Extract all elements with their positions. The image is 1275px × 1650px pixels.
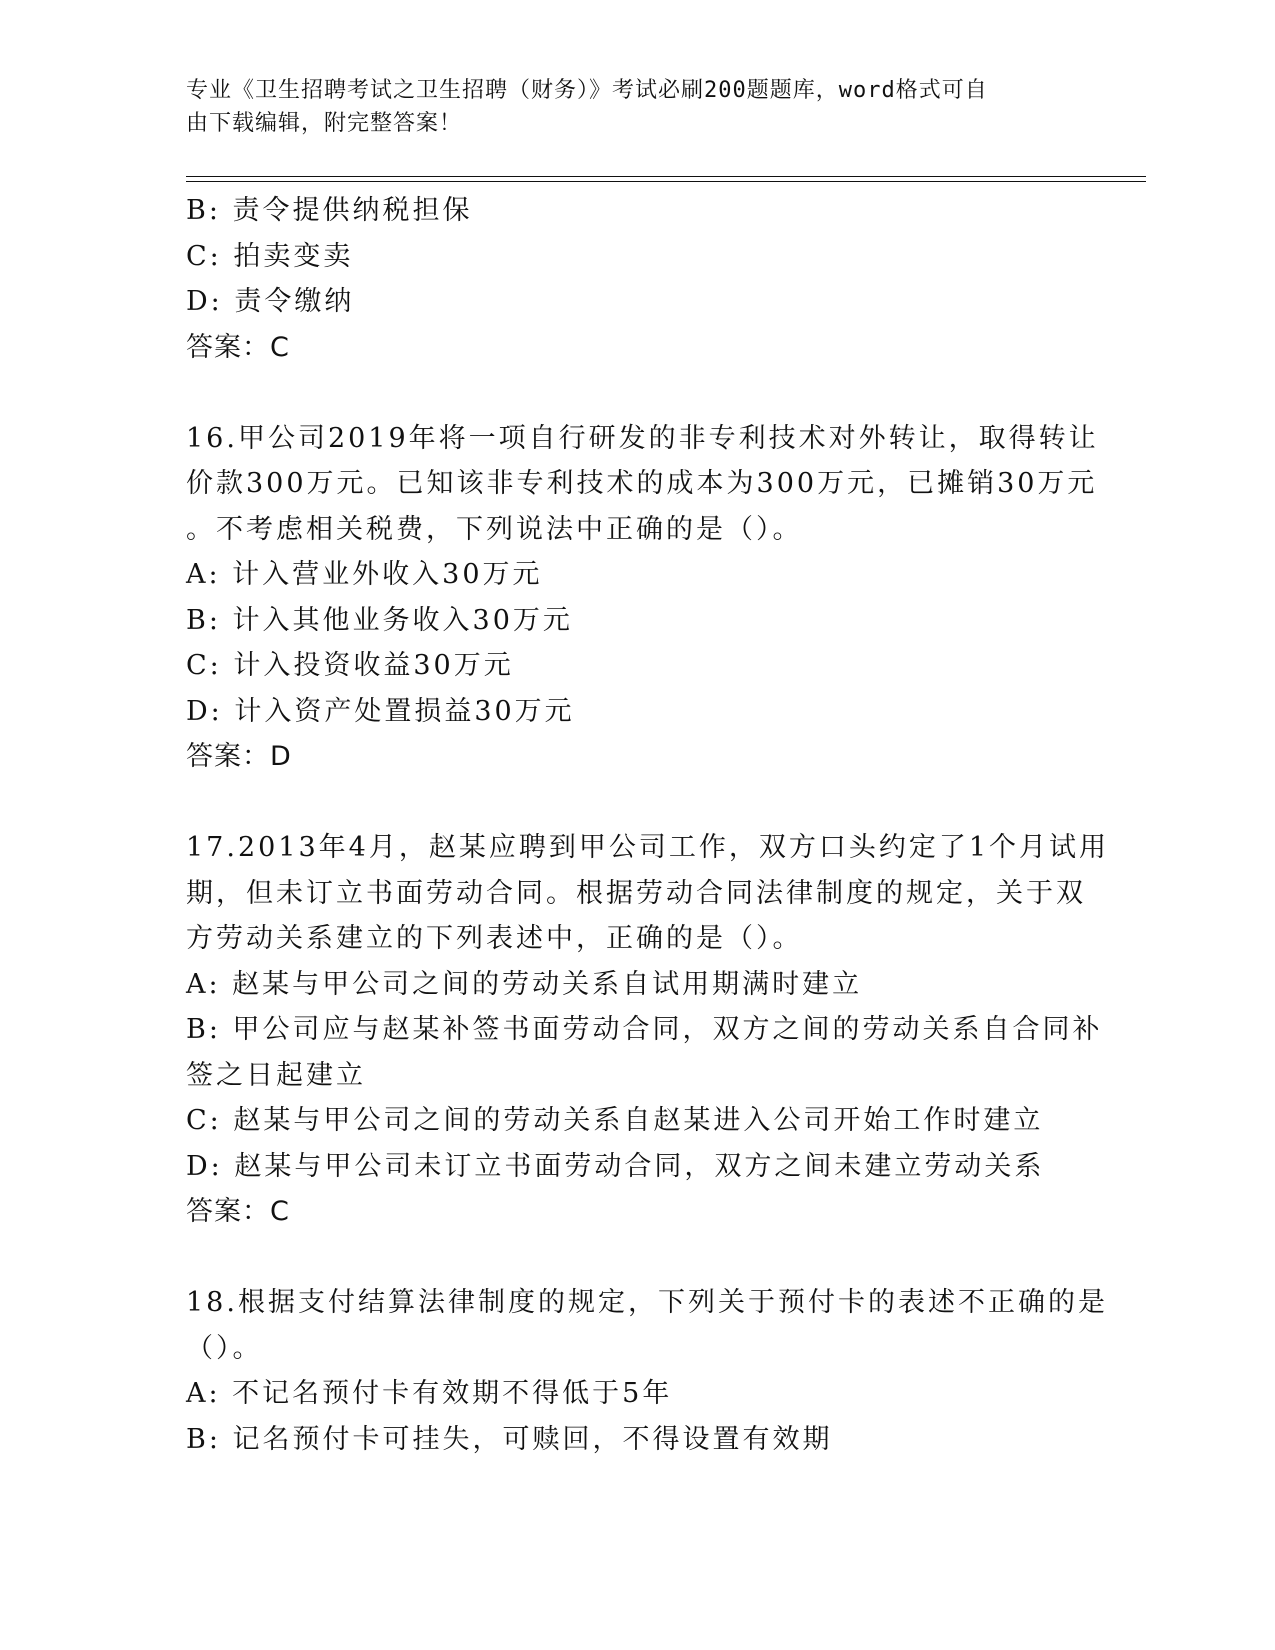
spacer bbox=[186, 370, 1086, 416]
question-stem-line: （）。 bbox=[186, 1332, 263, 1364]
option-a: A: 不记名预付卡有效期不得低于5年 bbox=[186, 1378, 673, 1409]
header-line-2: 由下载编辑，附完整答案！ bbox=[186, 111, 463, 136]
question-stem-line: 16.甲公司2019年将一项自行研发的非专利技术对外转让，取得转让 bbox=[186, 422, 1099, 454]
option-c: C: 赵某与甲公司之间的劳动关系自赵某进入公司开始工作时建立 bbox=[186, 1105, 1044, 1136]
spacer bbox=[186, 780, 1086, 826]
option-b: B: 责令提供纳税担保 bbox=[186, 195, 473, 226]
header-divider-bottom bbox=[186, 181, 1146, 182]
option-b: B: 计入其他业务收入30万元 bbox=[186, 604, 573, 636]
option-a: A: 赵某与甲公司之间的劳动关系自试用期满时建立 bbox=[186, 968, 863, 1000]
option-b: B: 记名预付卡可挂失，可赎回，不得设置有效期 bbox=[186, 1423, 833, 1455]
option-b-continued: 签之日起建立 bbox=[186, 1059, 366, 1091]
question-stem-line: 17.2013年4月，赵某应聘到甲公司工作，双方口头约定了1个月试用 bbox=[186, 832, 1110, 863]
option-d: D: 赵某与甲公司未订立书面劳动合同，双方之间未建立劳动关系 bbox=[186, 1150, 1045, 1182]
option-d: D: 责令缴纳 bbox=[186, 286, 355, 317]
option-c: C: 计入投资收益30万元 bbox=[186, 650, 514, 681]
option-d: D: 计入资产处置损益30万元 bbox=[186, 695, 575, 727]
option-c: C: 拍卖变卖 bbox=[186, 240, 354, 272]
answer-line: 答案：C bbox=[186, 331, 290, 363]
spacer bbox=[186, 1235, 1086, 1281]
document-header bbox=[186, 74, 1066, 140]
header-line-1: 专业《卫生招聘考试之卫生招聘（财务）》考试必刷200题题库，word格式可自 bbox=[186, 78, 988, 103]
question-stem-line: 方劳动关系建立的下列表述中，正确的是（）。 bbox=[186, 923, 803, 954]
question-17 bbox=[186, 825, 1110, 1235]
option-a: A: 计入营业外收入30万元 bbox=[186, 559, 543, 590]
question-stem-line: 18.根据支付结算法律制度的规定，下列关于预付卡的表述不正确的是 bbox=[186, 1287, 1108, 1318]
question-16 bbox=[186, 416, 1099, 780]
answer-line: 答案：C bbox=[186, 1196, 290, 1227]
question-18 bbox=[186, 1280, 1108, 1462]
answer-line: 答案：D bbox=[186, 741, 292, 772]
question-stem-line: 价款300万元。已知该非专利技术的成本为300万元，已摊销30万元 bbox=[186, 468, 1098, 499]
question-stem-line: 期，但未订立书面劳动合同。根据劳动合同法律制度的规定，关于双 bbox=[186, 877, 1086, 909]
question-stem-line: 。不考虑相关税费，下列说法中正确的是（）。 bbox=[186, 513, 803, 545]
header-divider-top bbox=[186, 176, 1146, 177]
document-body bbox=[186, 188, 1110, 1462]
question-15 bbox=[186, 188, 1086, 370]
option-b: B: 甲公司应与赵某补签书面劳动合同，双方之间的劳动关系自合同补 bbox=[186, 1014, 1103, 1045]
